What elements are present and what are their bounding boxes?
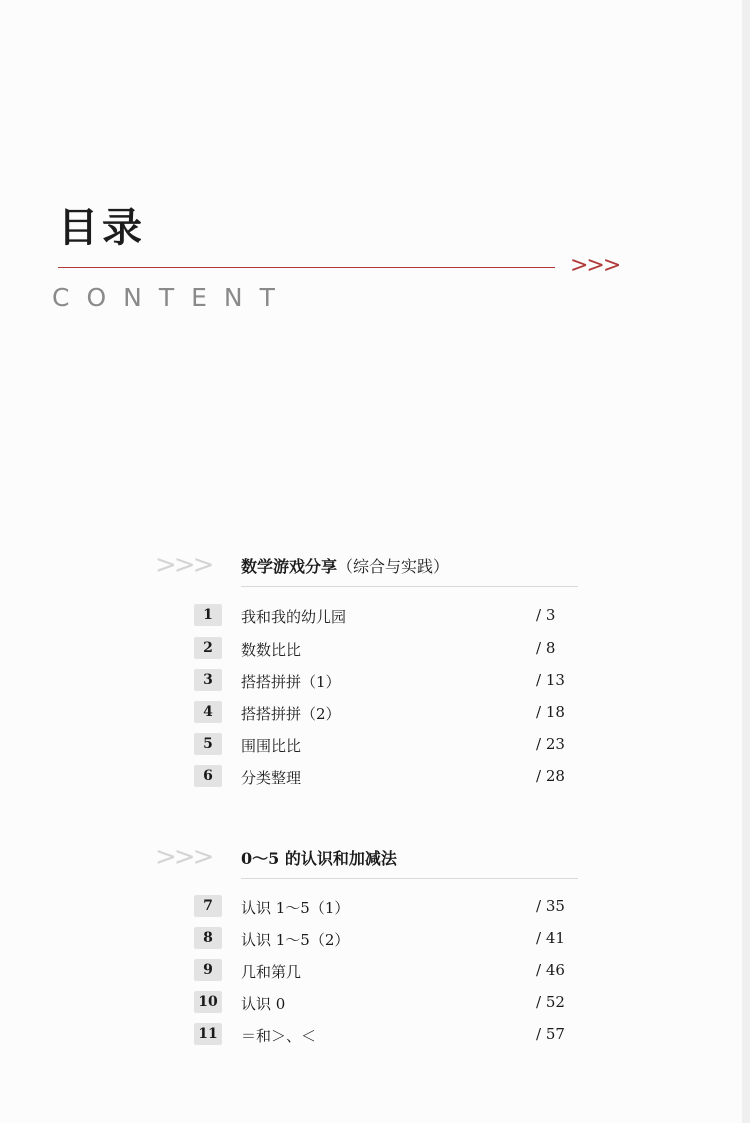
section-arrows-decoration: >>> [155, 842, 212, 872]
entry-page: / 41 [536, 929, 565, 947]
entry-title: 数数比比 [241, 641, 302, 659]
entry-title: 几和第几 [241, 963, 302, 981]
entry-number: 11 [194, 1023, 222, 1045]
entry-number: 7 [194, 895, 222, 917]
entry-page: / 18 [536, 703, 565, 721]
entry-number: 8 [194, 927, 222, 949]
entry-page: / 13 [536, 671, 565, 689]
entry-number: 9 [194, 959, 222, 981]
page-edge [742, 0, 750, 1123]
toc-entry[interactable] [0, 959, 750, 985]
toc-entry[interactable] [0, 927, 750, 953]
page-title-english: CONTENT [52, 283, 292, 312]
toc-entry[interactable] [0, 1023, 750, 1049]
entry-page: / 8 [536, 639, 556, 657]
entry-number: 6 [194, 765, 222, 787]
page-title: 目录 [58, 205, 146, 251]
entry-page: / 46 [536, 961, 565, 979]
entry-title: 分类整理 [241, 769, 302, 787]
toc-entry[interactable] [0, 604, 750, 630]
toc-entry[interactable] [0, 669, 750, 695]
toc-entry[interactable] [0, 637, 750, 663]
entry-title: 认识 0 [241, 995, 286, 1013]
entry-title: 围围比比 [241, 737, 302, 755]
entry-number: 1 [194, 604, 222, 626]
section-arrows-decoration: >>> [155, 550, 212, 580]
entry-title: 搭搭拼拼（2） [241, 705, 341, 723]
toc-entry[interactable] [0, 991, 750, 1017]
section-title-main: 0～5 的认识和加减法 [241, 849, 397, 868]
toc-entry[interactable] [0, 895, 750, 921]
entry-title: 认识 1～5（1） [241, 899, 350, 917]
entry-number: 2 [194, 637, 222, 659]
title-arrows-decoration: >>> [570, 253, 620, 278]
entry-page: / 52 [536, 993, 565, 1011]
entry-title: ＝和＞、＜ [241, 1027, 317, 1045]
entry-title: 认识 1～5（2） [241, 931, 350, 949]
toc-entry[interactable] [0, 701, 750, 727]
entry-page: / 3 [536, 606, 556, 624]
section-title [241, 846, 397, 869]
entry-number: 3 [194, 669, 222, 691]
toc-entry[interactable] [0, 733, 750, 759]
entry-page: / 57 [536, 1025, 565, 1043]
section-divider [241, 586, 578, 587]
entry-page: / 28 [536, 767, 565, 785]
entry-number: 5 [194, 733, 222, 755]
entry-page: / 23 [536, 735, 565, 753]
title-divider [58, 267, 555, 268]
section-title [241, 554, 449, 577]
entry-number: 10 [194, 991, 222, 1013]
section-title-main: 数学游戏分享 [241, 557, 338, 576]
section-title-sub: （综合与实践） [337, 557, 450, 576]
section-divider [241, 878, 578, 879]
toc-entry[interactable] [0, 765, 750, 791]
entry-page: / 35 [536, 897, 565, 915]
entry-title: 搭搭拼拼（1） [241, 673, 341, 691]
entry-number: 4 [194, 701, 222, 723]
entry-title: 我和我的幼儿园 [241, 608, 347, 626]
